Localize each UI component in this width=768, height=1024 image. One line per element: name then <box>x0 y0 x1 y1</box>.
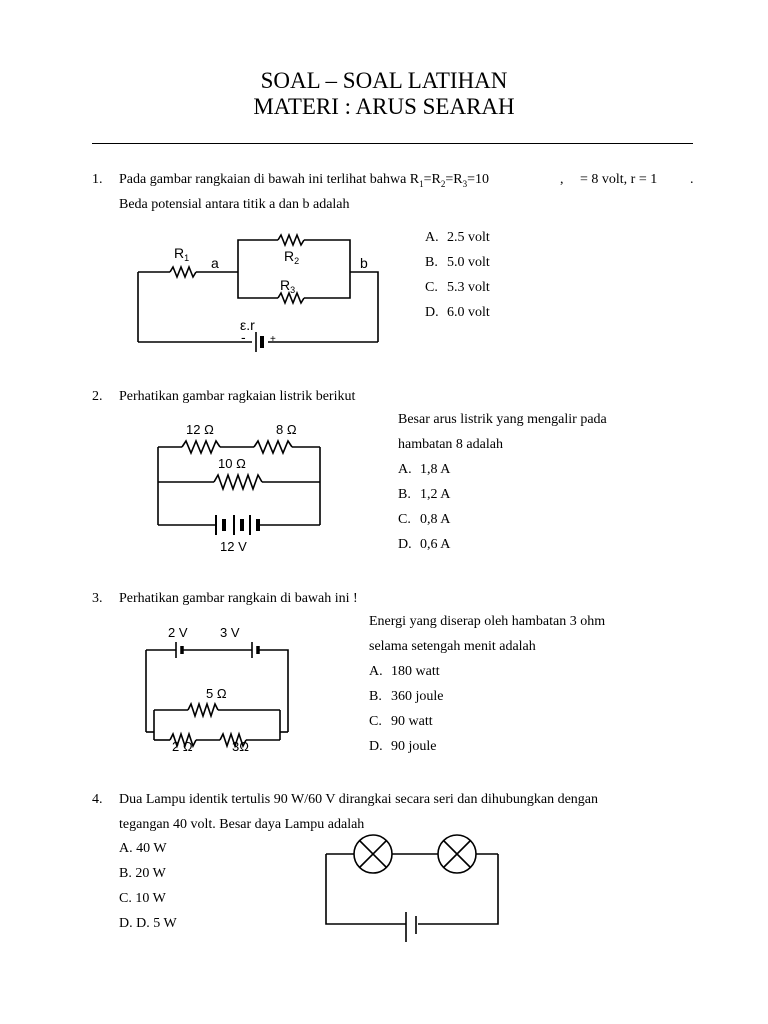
q3-label-3v: 3 V <box>220 625 240 640</box>
q1-label-plus: + <box>270 334 276 345</box>
header-divider <box>92 143 693 144</box>
q3-option-b: B. 360 joule <box>369 689 444 704</box>
q4-option-b: B. 20 W <box>119 866 166 881</box>
q2-option-d: D. 0,6 A <box>398 537 451 552</box>
q1-text-line1: Pada gambar rangkaian di bawah ini terlihat bahwa $R_1=R_2=R_3=10$ <box>119 172 489 189</box>
q3-side-line1: Energi yang diserap oleh hambatan 3 ohm <box>369 614 606 629</box>
q2-label-12ohm: 12 Ω <box>186 422 214 437</box>
q2-side-line1: Besar arus listrik yang mengalir pada <box>398 412 607 427</box>
q2-option-b: B. 1,2 A <box>398 487 451 502</box>
q1-text-comma: , <box>560 172 564 187</box>
q1-option-b: B. 5.0 volt <box>425 255 490 270</box>
q4-option-a: A. 40 W <box>119 841 167 856</box>
q1-circuit-diagram <box>128 228 394 366</box>
document-title-line2: MATERI : ARUS SEARAH <box>253 94 515 119</box>
q2-label-12v: 12 V <box>220 539 247 554</box>
q1-label-a: a <box>211 255 219 271</box>
q1-number: 1. <box>92 172 103 187</box>
q2-option-a: A. 1,8 A <box>398 462 451 477</box>
q3-label-3ohm: 3Ω <box>232 739 249 752</box>
q4-number: 4. <box>92 792 103 807</box>
q3-label-5ohm: 5 Ω <box>206 686 227 701</box>
q4-text-line2: tegangan 40 volt. Besar daya Lampu adalah <box>119 817 365 832</box>
q4-option-d: D. D. 5 W <box>119 916 177 931</box>
q3-circuit-diagram <box>128 620 324 752</box>
q2-label-8ohm: 8 Ω <box>276 422 297 437</box>
q3-label-2v: 2 V <box>168 625 188 640</box>
q1-option-a: A. 2.5 volt <box>425 230 490 245</box>
q2-circuit-diagram <box>128 420 350 555</box>
q1-label-emf: ε.r <box>240 317 255 333</box>
q1-label-r2: $R_2$ <box>284 248 300 266</box>
q1-option-d: D. 6.0 volt <box>425 305 490 320</box>
q1-label-r3: $R_3$ <box>280 277 296 295</box>
q2-label-10ohm: 10 Ω <box>218 456 246 471</box>
q4-lamp-circuit-diagram <box>318 832 508 948</box>
q3-number: 3. <box>92 591 103 606</box>
q2-option-c: C. 0,8 A <box>398 512 451 527</box>
q1-text-values: = 8 volt, r = 1 <box>580 172 658 187</box>
q3-option-a: A. 180 watt <box>369 664 440 679</box>
q1-label-r1: $R_1$ <box>174 245 190 263</box>
q2-text: Perhatikan gambar ragkaian listrik berikut <box>119 389 356 404</box>
q3-option-c: C. 90 watt <box>369 714 433 729</box>
q3-label-2ohm: 2 Ω <box>172 739 193 752</box>
q4-text-line1: Dua Lampu identik tertulis 90 W/60 V dirangkai secara seri dan dihubungkan dengan <box>119 792 598 807</box>
q1-option-c: C. 5.3 volt <box>425 280 490 295</box>
q1-text-line2: Beda potensial antara titik a dan b adalah <box>119 197 350 212</box>
document-title-line1: SOAL – SOAL LATIHAN <box>260 68 508 93</box>
q4-option-c: C. 10 W <box>119 891 166 906</box>
q2-side-line2: hambatan 8 adalah <box>398 437 503 452</box>
q3-option-d: D. 90 joule <box>369 739 437 754</box>
q3-text: Perhatikan gambar rangkain di bawah ini ! <box>119 591 358 606</box>
q1-label-minus: - <box>241 329 246 345</box>
q1-label-b: b <box>360 255 368 271</box>
q1-text-period: . <box>690 172 694 187</box>
q3-side-line2: selama setengah menit adalah <box>369 639 536 654</box>
q2-number: 2. <box>92 389 103 404</box>
